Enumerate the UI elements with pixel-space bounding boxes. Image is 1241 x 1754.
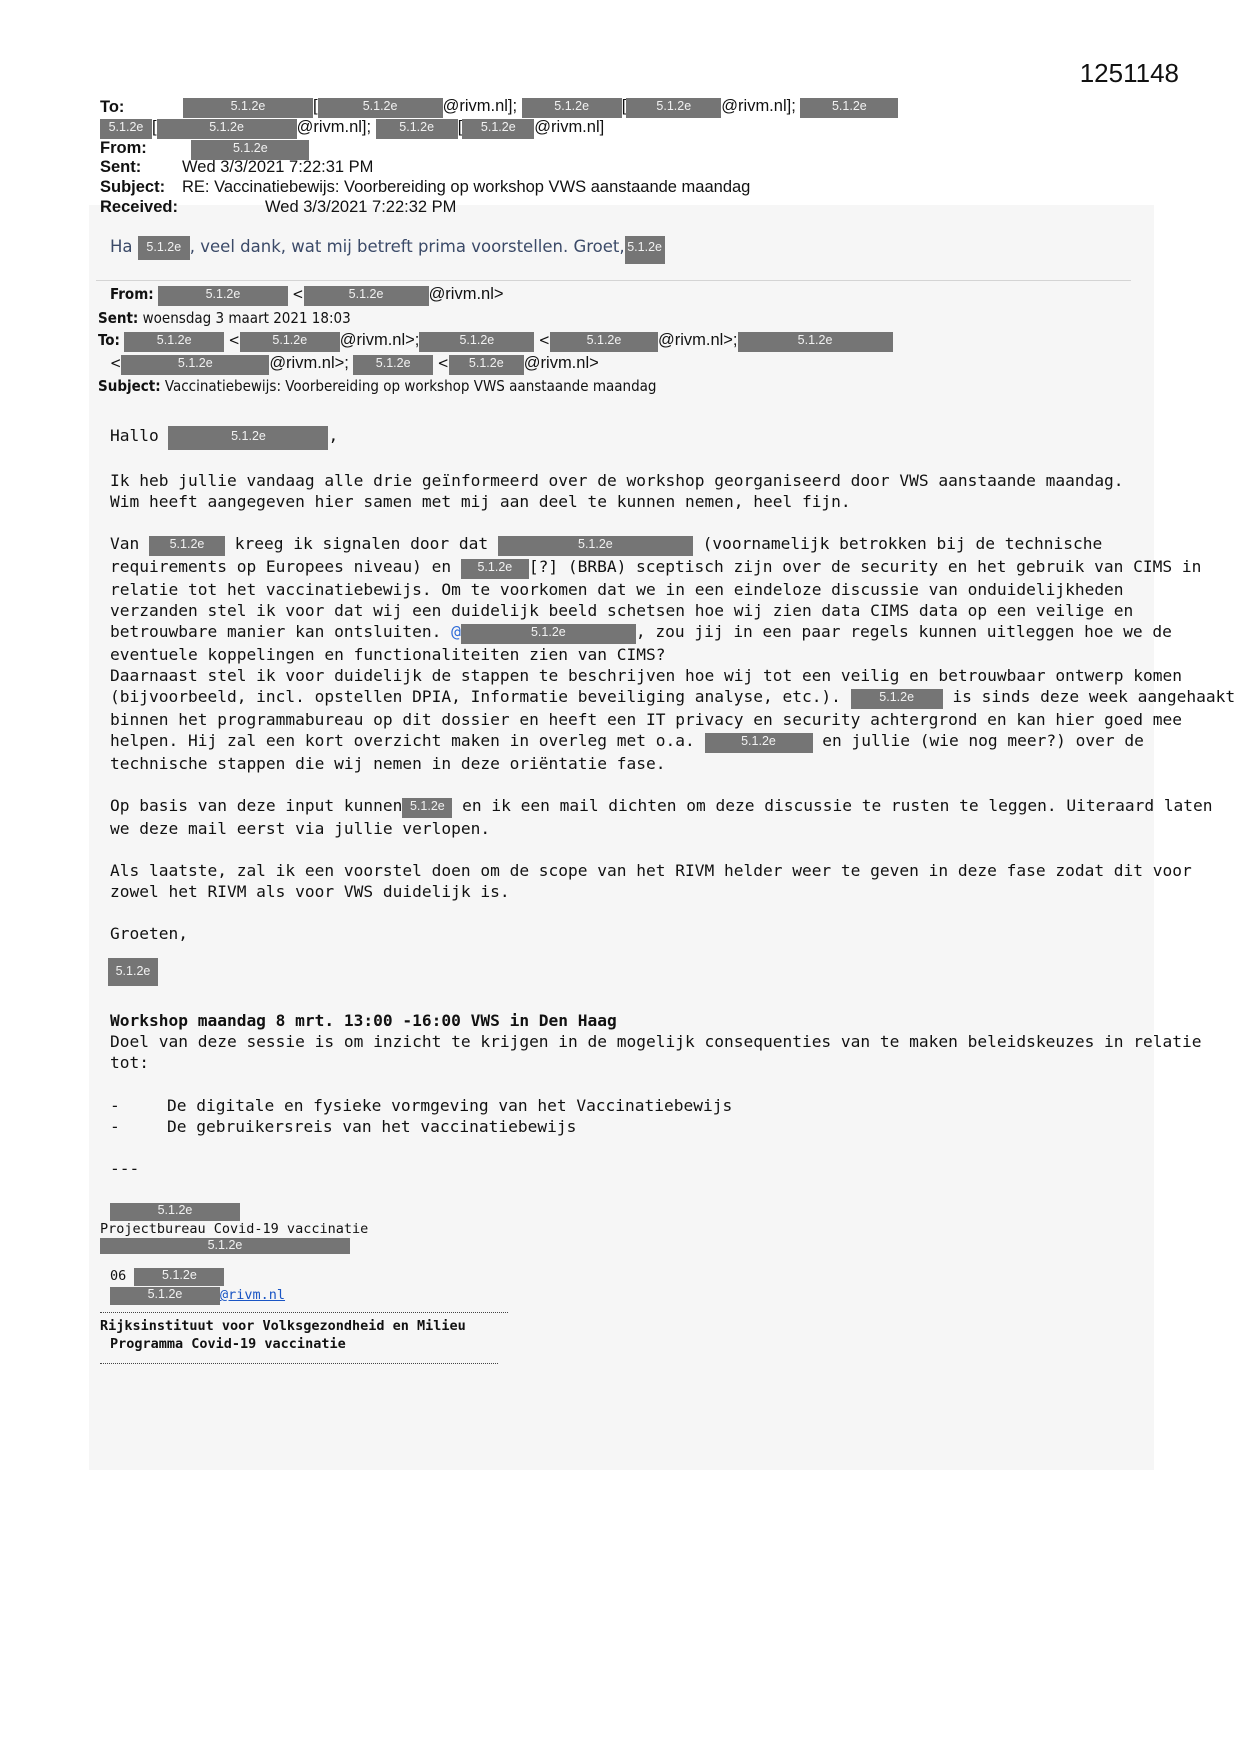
workshop-title: Workshop maandag 8 mrt. 13:00 -16:00 VWS in Den Haag bbox=[110, 1011, 617, 1030]
fwd-to-line bbox=[98, 331, 893, 352]
email-domain: @rivm.nl> bbox=[523, 354, 599, 372]
redaction-box: 5.1.2e bbox=[110, 1203, 240, 1221]
redaction-box: 5.1.2e bbox=[462, 119, 534, 139]
redaction-box: 5.1.2e bbox=[110, 1287, 220, 1305]
reply-message bbox=[110, 236, 665, 264]
redaction-box: 5.1.2e bbox=[550, 332, 658, 352]
redaction-box: 5.1.2e bbox=[121, 355, 269, 375]
redaction-box: 5.1.2e bbox=[376, 119, 458, 139]
header-to-line bbox=[100, 98, 124, 117]
redaction-box: 5.1.2e bbox=[158, 286, 288, 306]
redaction-box: 5.1.2e bbox=[183, 98, 313, 118]
email-domain: @rivm.nl>; bbox=[269, 354, 349, 372]
signature-redaction bbox=[110, 1202, 240, 1221]
redaction-box: 5.1.2e bbox=[124, 332, 224, 352]
redaction-box: 5.1.2e bbox=[625, 236, 665, 264]
text: (voornamelijk betrokken bij de technische bbox=[702, 534, 1103, 553]
reply-text: , veel dank, wat mij betreft prima voorstellen. Groet, bbox=[189, 237, 625, 256]
paragraph-line: Daarnaast stel ik voor duidelijk de stappen te beschrijven hoe wij tot een veilig en betrouwbaar ontwerp komen bbox=[110, 666, 1183, 685]
paragraph-line: binnen het programmabureau op dit dossier en heeft een IT privacy en security achtergrond en kan hier goed mee bbox=[110, 710, 1183, 729]
bullet-dash: - bbox=[110, 1117, 120, 1136]
workshop-description: tot: bbox=[110, 1053, 149, 1072]
paragraph-line: eventuele koppelingen en functionaliteiten zien van CIMS? bbox=[110, 645, 666, 664]
paragraph-line bbox=[110, 621, 1172, 644]
header-to-recipients-2 bbox=[100, 118, 604, 139]
bracket: < bbox=[538, 331, 550, 349]
redaction-box: 5.1.2e bbox=[157, 119, 297, 139]
phone-prefix: 06 bbox=[110, 1268, 127, 1284]
redaction-box: 5.1.2e bbox=[138, 236, 190, 260]
bullet-dash: - bbox=[110, 1096, 120, 1115]
email-body bbox=[110, 425, 1236, 986]
subject-value: RE: Vaccinatiebewijs: Voorbereiding op workshop VWS aanstaande maandag bbox=[182, 178, 751, 196]
paragraph-line: Wim heeft aangegeven hier samen met mij aan deel te kunnen nemen, heel fijn. bbox=[110, 492, 851, 511]
paragraph-line: technische stappen die wij nemen in deze oriëntatie fase. bbox=[110, 754, 666, 773]
redaction-box: 5.1.2e bbox=[108, 958, 158, 986]
text: [?] (BRBA) sceptisch zijn over de security en het gebruik van CIMS in bbox=[528, 557, 1202, 576]
workshop-description: Doel van deze sessie is om inzicht te krijgen in de mogelijk consequenties van te maken beleidskeuzes in relatie bbox=[110, 1032, 1202, 1051]
dotted-divider bbox=[100, 1312, 508, 1313]
text: is sinds deze week aangehaakt bbox=[952, 687, 1236, 706]
workshop-bullet bbox=[110, 1117, 577, 1136]
signature-name-line bbox=[110, 958, 1120, 986]
redaction-box: 5.1.2e bbox=[800, 98, 898, 118]
separator: --- bbox=[110, 1159, 140, 1178]
document-number: 1251148 bbox=[1079, 58, 1179, 88]
fwd-sent-value: woensdag 3 maart 2021 18:03 bbox=[142, 309, 351, 327]
greeting: Hallo bbox=[110, 426, 159, 445]
reply-divider bbox=[96, 280, 1131, 281]
fwd-subject-line bbox=[98, 377, 656, 395]
email-domain: @rivm.nl]; bbox=[442, 97, 518, 115]
bracket: [ bbox=[152, 118, 157, 136]
received-label: Received: bbox=[100, 198, 178, 216]
signature-programme: Programma Covid-19 vaccinatie bbox=[110, 1336, 346, 1352]
email-domain: @rivm.nl] bbox=[534, 118, 605, 136]
fwd-from-line bbox=[110, 285, 504, 306]
header-subject-line bbox=[100, 178, 750, 197]
bullet-text: De digitale en fysieke vormgeving van het Vaccinatiebewijs bbox=[167, 1096, 733, 1115]
email-link[interactable]: @rivm.nl bbox=[220, 1287, 286, 1303]
fwd-sent-line bbox=[98, 309, 351, 327]
text: (bijvoorbeeld, incl. opstellen DPIA, Informatie beveiliging analyse, etc.). bbox=[110, 687, 841, 706]
closing: Groeten, bbox=[110, 924, 188, 943]
paragraph-line bbox=[110, 686, 1236, 709]
bracket: < bbox=[292, 285, 304, 303]
redaction-box: 5.1.2e bbox=[318, 98, 443, 118]
text: betrouwbare manier kan ontsluiten. bbox=[110, 622, 442, 641]
redaction-box: 5.1.2e bbox=[461, 624, 636, 644]
redaction-box: 5.1.2e bbox=[522, 98, 622, 118]
bullet-text: De gebruikersreis van het vaccinatiebewijs bbox=[167, 1117, 577, 1136]
redaction-box: 5.1.2e bbox=[353, 355, 433, 375]
paragraph-line bbox=[110, 795, 1213, 818]
redaction-box: 5.1.2e bbox=[851, 689, 943, 709]
email-domain: @rivm.nl> bbox=[428, 285, 504, 303]
email-domain: @rivm.nl]; bbox=[721, 97, 796, 115]
bracket: < bbox=[228, 331, 240, 349]
text: helpen. Hij zal een kort overzicht maken in overleg met o.a. bbox=[110, 731, 695, 750]
text: , zou jij in een paar regels kunnen uitleggen hoe we de bbox=[635, 622, 1172, 641]
paragraph-line: we deze mail eerst via jullie verlopen. bbox=[110, 819, 491, 838]
email-domain: @rivm.nl]; bbox=[296, 118, 372, 136]
email-domain: @rivm.nl>; bbox=[657, 331, 738, 349]
signature-org: Projectbureau Covid-19 vaccinatie bbox=[100, 1221, 369, 1237]
fwd-to-line-2 bbox=[110, 354, 599, 375]
paragraph-line: Ik heb jullie vandaag alle drie geïnformeerd over de workshop georganiseerd door VWS aanstaande maandag. bbox=[110, 471, 1124, 490]
text: kreeg ik signalen door dat bbox=[234, 534, 489, 553]
redaction-box: 5.1.2e bbox=[461, 559, 529, 579]
paragraph-line bbox=[110, 730, 1144, 753]
sent-label: Sent: bbox=[100, 158, 142, 176]
workshop-section bbox=[110, 1010, 1202, 1073]
text: en ik een mail dichten om deze discussie te rusten te leggen. Uiteraard laten bbox=[462, 796, 1213, 815]
redaction-box: 5.1.2e bbox=[449, 355, 524, 375]
header-received-line bbox=[100, 198, 456, 217]
fwd-from-label: From: bbox=[110, 285, 154, 303]
greeting-line bbox=[110, 425, 1120, 450]
header-to-recipients bbox=[183, 97, 898, 118]
redaction-box: 5.1.2e bbox=[149, 536, 225, 556]
fwd-subject-value: Vaccinatiebewijs: Voorbereiding op workshop VWS aanstaande maandag bbox=[164, 377, 657, 395]
paragraph-line: zowel het RIVM als voor VWS duidelijk is. bbox=[110, 882, 510, 901]
from-label: From: bbox=[100, 139, 147, 157]
workshop-bullet bbox=[110, 1096, 733, 1115]
bracket: < bbox=[437, 354, 449, 372]
header-from-line bbox=[100, 139, 309, 160]
redaction-box: 5.1.2e bbox=[168, 426, 328, 450]
redaction-box: 5.1.2e bbox=[402, 798, 452, 818]
signature-institute: Rijksinstituut voor Volksgezondheid en Milieu bbox=[100, 1318, 466, 1334]
redaction-box: 5.1.2e bbox=[626, 98, 721, 118]
redaction-box: 5.1.2e bbox=[738, 332, 893, 352]
dotted-divider bbox=[100, 1363, 498, 1364]
paragraph-line bbox=[110, 556, 1202, 579]
text: en jullie (wie nog meer?) over de bbox=[822, 731, 1144, 750]
bracket: [ bbox=[621, 97, 627, 115]
paragraph-line: verzanden stel ik voor dat wij een duidelijk beeld schetsen hoe wij zien data CIMS data op een veilige en bbox=[110, 601, 1134, 620]
redaction-box: 5.1.2e bbox=[419, 332, 534, 352]
redaction-box: 5.1.2e bbox=[191, 140, 309, 160]
sent-value: Wed 3/3/2021 7:22:31 PM bbox=[182, 158, 374, 176]
bracket: < bbox=[110, 354, 122, 372]
signature-redaction bbox=[100, 1237, 350, 1255]
signature-phone bbox=[110, 1268, 224, 1286]
greeting-end: , bbox=[328, 426, 339, 445]
redaction-box: 5.1.2e bbox=[100, 119, 152, 139]
bracket: [ bbox=[313, 97, 318, 115]
redaction-box: 5.1.2e bbox=[100, 1238, 350, 1254]
paragraph-line bbox=[110, 533, 1120, 556]
subject-label: Subject: bbox=[100, 178, 166, 196]
email-domain: @rivm.nl>; bbox=[339, 331, 420, 349]
redaction-box: 5.1.2e bbox=[705, 733, 813, 753]
to-label: To: bbox=[100, 98, 125, 116]
paragraph-line: Als laatste, zal ik een voorstel doen om de scope van het RIVM helder weer te geven in deze fase zodat dit voor bbox=[110, 861, 1192, 880]
header-sent-line bbox=[100, 158, 373, 177]
paragraph-line: relatie tot het vaccinatiebewijs. Om te voorkomen dat we in een eindeloze discussie van onduidelijkheden bbox=[110, 580, 1124, 599]
fwd-subject-label: Subject: bbox=[98, 377, 161, 395]
bracket: [ bbox=[457, 118, 463, 136]
redaction-box: 5.1.2e bbox=[498, 536, 693, 556]
text: Van bbox=[110, 534, 140, 553]
redaction-box: 5.1.2e bbox=[240, 332, 340, 352]
mention-at: @ bbox=[451, 622, 461, 641]
redaction-box: 5.1.2e bbox=[134, 1268, 224, 1286]
fwd-to-label: To: bbox=[98, 331, 120, 349]
received-value: Wed 3/3/2021 7:22:32 PM bbox=[265, 198, 457, 216]
text: Op basis van deze input kunnen bbox=[110, 796, 403, 815]
signature-email bbox=[110, 1287, 285, 1305]
text: requirements op Europees niveau) en bbox=[110, 557, 452, 576]
fwd-sent-label: Sent: bbox=[98, 309, 139, 327]
reply-greeting: Ha bbox=[110, 237, 133, 256]
redaction-box: 5.1.2e bbox=[304, 286, 429, 306]
